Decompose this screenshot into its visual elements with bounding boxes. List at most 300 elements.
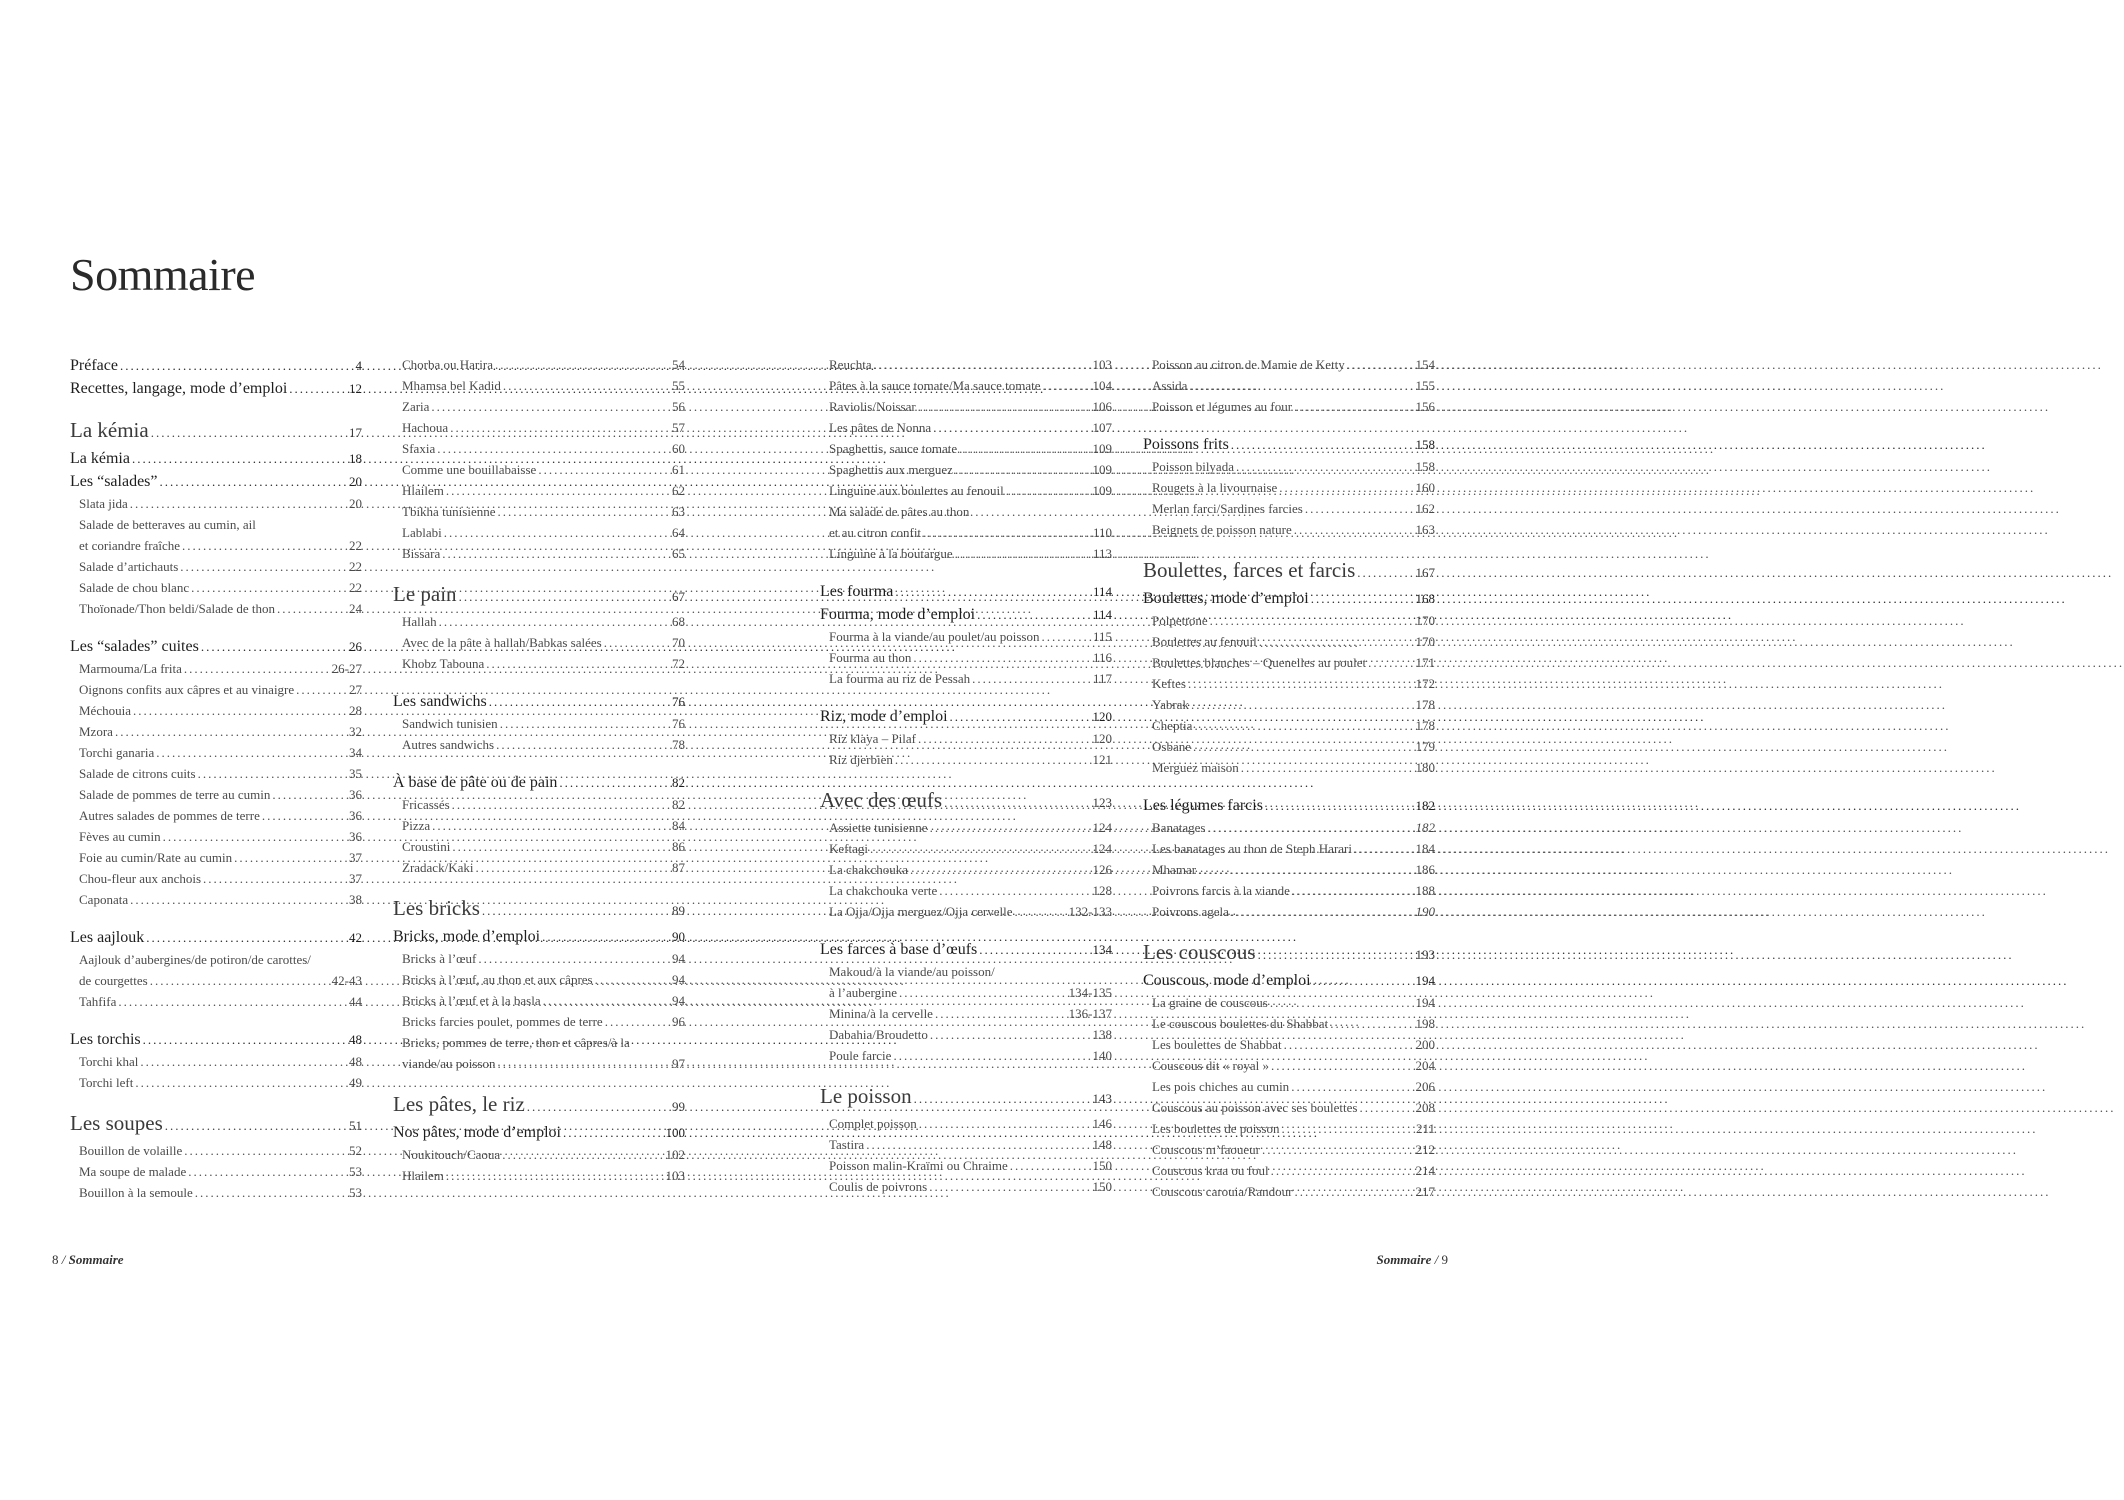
dot-leader [130,493,347,514]
toc-recipe-entry[interactable] [393,632,685,653]
toc-entry-title: Couscous dit « royal » [1152,1058,1269,1073]
dot-leader [1294,519,1414,540]
dot-leader [979,938,1090,961]
toc-entry-title: Salade de citrons cuits [79,766,196,781]
toc-chapter-entry[interactable] [70,926,362,949]
toc-entry-title: Torchi ganaria [79,745,155,760]
toc-entry-title: Poisson au citron de Mamie de Ketty [1152,357,1345,372]
dot-leader [450,417,670,438]
toc-page-number: 179 [1415,739,1435,754]
dot-leader [478,948,670,969]
toc-chapter-entry[interactable] [70,447,362,470]
toc-page-number: 57 [672,420,685,435]
toc-recipe-entry[interactable] [820,417,1112,438]
toc-entry-title: Raviolis/Noissar [829,399,916,414]
dot-leader [446,480,670,501]
toc-page-number: 212 [1415,1142,1435,1157]
toc-recipe-entry[interactable] [820,480,1112,501]
dot-leader [184,1140,347,1161]
toc-recipe-entry[interactable] [70,700,362,721]
toc-page-number: 64 [672,525,685,540]
toc-page-number: 109 [1092,441,1112,456]
dot-leader [143,1028,347,1051]
toc-chapter-entry[interactable] [70,635,362,658]
toc-chapter-entry[interactable] [820,938,1112,961]
toc-entry-title: Sandwich tunisien [402,716,498,731]
toc-recipe-entry[interactable] [1143,396,1435,417]
toc-page-number: 78 [672,737,685,752]
toc-recipe-entry[interactable] [820,438,1112,459]
toc-entry-title: Couscous kraa ou foul [1152,1163,1269,1178]
toc-entry-title: Poissons frits [1143,436,1229,453]
toc-page-number: 120 [1092,731,1112,746]
dot-leader [489,690,670,713]
toc-section-heading[interactable] [393,1090,685,1121]
toc-chapter-entry[interactable] [1143,969,1435,992]
toc-entry-title: Le couscous boulettes du Shabbat [1152,1016,1329,1031]
toc-recipe-entry[interactable] [70,1182,362,1203]
toc-chapter-entry[interactable] [820,603,1112,626]
toc-section-heading[interactable] [393,580,685,611]
toc-entry-title: à l’aubergine [829,985,897,1000]
dot-leader [182,535,347,556]
toc-section-heading[interactable] [820,786,1112,817]
toc-entry-title: Salade de betteraves au cumin, ail [79,517,256,532]
toc-recipe-entry[interactable] [820,1003,1112,1024]
toc-chapter-entry[interactable] [1143,587,1435,610]
toc-recipe-entry[interactable] [820,901,1112,922]
toc-recipe-entry[interactable] [393,1144,685,1165]
toc-entry-title: et au citron confit [829,525,922,540]
toc-recipe-entry[interactable] [1143,838,1435,859]
toc-recipe-entry[interactable] [1143,631,1435,652]
toc-page-number: 163 [1415,522,1435,537]
toc-entry-title: Pizza [402,818,431,833]
toc-recipe-entry[interactable] [1143,1139,1435,1160]
toc-recipe-entry[interactable] [1143,1055,1435,1076]
toc-spacer [820,564,1112,580]
toc-entry-title: Spaghettis aux merguez [829,462,953,477]
toc-page-number: 48 [349,1032,362,1047]
toc-recipe-entry[interactable] [393,543,685,564]
toc-recipe-entry[interactable] [820,396,1112,417]
dot-leader [180,556,347,577]
toc-page-number: 132-133 [1068,904,1112,919]
footer-separator-right: / [1434,1252,1439,1267]
toc-page-number: 116 [1092,650,1112,665]
toc-page-number: 193 [1415,947,1435,962]
dot-leader [1231,433,1414,456]
toc-recipe-entry[interactable] [1143,652,1435,673]
dot-leader [277,598,347,619]
toc-page-number: 82 [672,797,685,812]
toc-recipe-entry[interactable] [1143,715,1435,736]
dot-leader [1368,652,1413,673]
toc-entry-title: Polpettone [1152,613,1208,628]
dot-leader [1210,610,1414,631]
toc-entry-title: Salade de pommes de terre au cumin [79,787,271,802]
toc-recipe-entry[interactable] [393,1165,685,1186]
toc-recipe-entry[interactable] [70,991,362,1012]
toc-recipe-entry[interactable] [1143,1076,1435,1097]
toc-page-number: 168 [1415,591,1435,606]
dot-leader [431,396,670,417]
toc-entry-title: La kémia [70,450,130,467]
dot-leader [296,679,347,700]
dot-leader [160,470,347,493]
dot-leader [1010,1155,1091,1176]
toc-entry-title: Dabahia/Broudetto [829,1027,928,1042]
toc-recipe-entry[interactable] [820,1155,1112,1176]
toc-chapter-entry[interactable] [70,377,362,400]
toc-recipe-entry[interactable] [1143,992,1435,1013]
toc-entry-title: Autres salades de pommes de terre [79,808,260,823]
toc-recipe-entry[interactable] [1143,859,1435,880]
toc-recipe-entry[interactable] [393,857,685,878]
toc-entry-title: Les aajlouk [70,929,145,946]
toc-recipe-entry[interactable] [70,889,362,910]
dot-leader [442,543,670,564]
toc-recipe-entry[interactable] [820,543,1112,564]
toc-recipe-entry[interactable] [820,859,1112,880]
toc-recipe-entry[interactable] [1143,736,1435,757]
toc-spacer [70,619,362,635]
toc-entry-title: Couscous, mode d’emploi [1143,972,1311,989]
toc-entry-title: Linguine aux boulettes au fenouil [829,483,1004,498]
toc-page-number: 128 [1092,883,1112,898]
toc-recipe-entry[interactable] [1143,375,1435,396]
toc-recipe-entry[interactable] [1143,817,1435,838]
dot-leader [498,1053,670,1074]
page-number-left: 8 [52,1252,59,1267]
toc-entry-title: Les “salades” cuites [70,638,199,655]
toc-page-number: 194 [1415,995,1435,1010]
toc-page-number: 97 [672,1056,685,1071]
toc-recipe-entry[interactable] [1143,354,1435,375]
toc-recipe-entry[interactable] [70,514,362,535]
dot-leader [1281,1118,1414,1139]
toc-spacer [1143,778,1435,794]
toc-page-number: 184 [1415,841,1435,856]
toc-chapter-entry[interactable] [393,690,685,713]
toc-recipe-entry[interactable] [70,805,362,826]
toc-recipe-entry[interactable] [393,522,685,543]
toc-recipe-entry[interactable] [1143,1013,1435,1034]
page-title: Sommaire [70,249,256,300]
toc-recipe-entry[interactable] [70,1140,362,1161]
toc-page-number: 110 [1092,525,1112,540]
toc-recipe-entry[interactable] [70,970,362,991]
toc-section-heading[interactable] [1143,556,1435,587]
toc-recipe-entry[interactable] [1143,1160,1435,1181]
toc-page-number: 106 [1092,399,1112,414]
toc-chapter-entry[interactable] [393,925,685,948]
toc-page-number: 114 [1092,607,1112,622]
toc-recipe-entry[interactable] [393,1011,685,1032]
toc-entry-title: Spaghettis, sauce tomate [829,441,958,456]
dot-leader [933,417,1090,438]
dot-leader [1043,375,1091,396]
dot-leader [503,375,670,396]
toc-entry-title: Fourma, mode d’emploi [820,606,976,623]
toc-chapter-entry[interactable] [820,705,1112,728]
toc-page-number: 32 [349,724,362,739]
dot-leader [1357,559,1413,587]
toc-page-number: 167 [1415,565,1435,580]
toc-recipe-entry[interactable] [393,990,685,1011]
toc-recipe-entry[interactable] [393,354,685,375]
toc-entry-title: Les soupes [70,1111,163,1135]
toc-recipe-entry[interactable] [820,1113,1112,1134]
toc-entry-title: Reuchta [829,357,872,372]
toc-recipe-entry[interactable] [393,438,685,459]
toc-recipe-entry[interactable] [70,826,362,847]
footer-label-left: Sommaire [68,1252,124,1267]
toc-recipe-entry[interactable] [1143,477,1435,498]
toc-recipe-entry[interactable] [1143,694,1435,715]
toc-recipe-entry[interactable] [820,880,1112,901]
toc-recipe-entry[interactable] [70,598,362,619]
toc-recipe-entry[interactable] [70,658,362,679]
toc-section-heading[interactable] [1143,938,1435,969]
toc-recipe-entry[interactable] [1143,1097,1435,1118]
toc-column-4 [1143,354,1435,1202]
toc-chapter-entry[interactable] [70,470,362,493]
toc-recipe-entry[interactable] [820,1176,1112,1197]
toc-page-number: 120 [1092,709,1112,724]
dot-leader [130,889,347,910]
dot-leader [1313,969,1414,992]
dot-leader [262,805,347,826]
toc-recipe-entry[interactable] [1143,1034,1435,1055]
toc-recipe-entry[interactable] [70,721,362,742]
toc-recipe-entry[interactable] [393,480,685,501]
dot-leader [500,713,670,734]
toc-entry-title: Hlailem [402,1168,444,1183]
toc-recipe-entry[interactable] [1143,673,1435,694]
toc-recipe-entry[interactable] [70,535,362,556]
toc-entry-title: viande/au poisson [402,1056,496,1071]
toc-page-number: 12 [349,381,362,396]
toc-recipe-entry[interactable] [393,653,685,674]
toc-entry-title: Hlailem [402,483,444,498]
toc-recipe-entry[interactable] [1143,456,1435,477]
toc-spacer [70,400,362,416]
toc-recipe-entry[interactable] [820,522,1112,543]
dot-leader [1294,396,1413,417]
toc-page-number: 38 [349,892,362,907]
toc-entry-title: Linguine à la boutargue [829,546,953,561]
dot-leader [289,377,347,400]
toc-recipe-entry[interactable] [820,501,1112,522]
toc-section-heading[interactable] [70,1109,362,1140]
toc-recipe-entry[interactable] [393,794,685,815]
toc-page-number: 42 [349,930,362,945]
toc-entry-title: Avec de la pâte à hallah/Babkas salées [402,635,602,650]
toc-page-number: 103 [665,1168,685,1183]
toc-entry-title: Merlan farci/Sardines farcies [1152,501,1303,516]
dot-leader [1271,1160,1414,1181]
toc-recipe-entry[interactable] [393,815,685,836]
dot-leader [950,705,1091,728]
toc-recipe-entry[interactable] [70,949,362,970]
toc-spacer [1143,417,1435,433]
dot-leader [118,991,347,1012]
toc-recipe-entry[interactable] [70,868,362,889]
toc-recipe-entry[interactable] [70,1051,362,1072]
toc-recipe-entry[interactable] [820,375,1112,396]
toc-entry-title: Mhamar [1152,862,1197,877]
toc-recipe-entry[interactable] [820,817,1112,838]
toc-chapter-entry[interactable] [820,580,1112,603]
toc-entry-title: Les farces à base d’œufs [820,941,978,958]
dot-leader [1305,498,1414,519]
toc-recipe-entry[interactable] [393,611,685,632]
toc-page-number: 123 [1092,795,1112,810]
footer-separator-left: / [61,1252,66,1267]
toc-page-number: 76 [672,716,685,731]
toc-recipe-entry[interactable] [820,982,1112,1003]
toc-recipe-entry[interactable] [820,1134,1112,1155]
toc-recipe-entry[interactable] [70,784,362,805]
toc-recipe-entry[interactable] [70,493,362,514]
toc-recipe-entry[interactable] [393,969,685,990]
dot-leader [910,859,1090,880]
toc-entry-title: Mhamsa bel Kadid [402,378,501,393]
toc-entry-title: Comme une bouillabaisse [402,462,537,477]
toc-recipe-entry[interactable] [70,847,362,868]
toc-recipe-entry[interactable] [1143,880,1435,901]
toc-recipe-entry[interactable] [820,749,1112,770]
toc-recipe-entry[interactable] [1143,610,1435,631]
dot-leader [605,1011,670,1032]
toc-recipe-entry[interactable] [1143,757,1435,778]
toc-recipe-entry[interactable] [820,728,1112,749]
toc-recipe-entry[interactable] [393,396,685,417]
dot-leader [977,603,1091,626]
toc-recipe-entry[interactable] [1143,1181,1435,1202]
dot-leader [899,982,1067,1003]
toc-page-number: 124 [1092,841,1112,856]
toc-entry-title: Préface [70,357,118,374]
toc-recipe-entry[interactable] [393,1053,685,1074]
toc-recipe-entry[interactable] [393,459,685,480]
toc-page-number: 48 [349,1054,362,1069]
toc-recipe-entry[interactable] [1143,519,1435,540]
toc-recipe-entry[interactable] [820,668,1112,689]
toc-entry-title: Bissara [402,546,441,561]
toc-section-heading[interactable] [70,416,362,447]
dot-leader [165,1112,347,1140]
dot-leader [151,419,347,447]
dot-leader [272,784,347,805]
toc-page-number: 24 [349,601,362,616]
toc-page-number: 186 [1415,862,1435,877]
toc-section-heading[interactable] [820,1082,1112,1113]
toc-recipe-entry[interactable] [393,375,685,396]
toc-recipe-entry[interactable] [393,713,685,734]
dot-leader [1291,1076,1413,1097]
toc-section-heading[interactable] [393,894,685,925]
dot-leader [156,742,347,763]
toc-recipe-entry[interactable] [70,1072,362,1093]
toc-recipe-entry[interactable] [820,354,1112,375]
toc-spacer [70,910,362,926]
dot-leader [895,749,1091,770]
toc-recipe-entry[interactable] [1143,498,1435,519]
toc-page-number: 26 [349,639,362,654]
toc-entry-title: de courgettes [79,973,148,988]
toc-recipe-entry[interactable] [393,836,685,857]
toc-recipe-entry[interactable] [393,501,685,522]
dot-leader [538,459,670,480]
toc-chapter-entry[interactable] [393,1121,685,1144]
toc-recipe-entry[interactable] [1143,901,1435,922]
dot-leader [120,354,354,377]
toc-recipe-entry[interactable] [393,734,685,755]
dot-leader [452,836,670,857]
toc-recipe-entry[interactable] [820,1024,1112,1045]
toc-recipe-entry[interactable] [70,679,362,700]
toc-chapter-entry[interactable] [1143,433,1435,456]
toc-recipe-entry[interactable] [820,647,1112,668]
dot-leader [195,1182,347,1203]
toc-recipe-entry[interactable] [70,556,362,577]
toc-entry-title: Riz klaya – Pilaf [829,731,917,746]
dot-leader [1359,1097,1413,1118]
toc-page-number: 89 [672,903,685,918]
toc-entry-title: Boulettes, mode d’emploi [1143,590,1309,607]
toc-recipe-entry[interactable] [1143,1118,1435,1139]
toc-page-number: 109 [1092,483,1112,498]
toc-recipe-entry[interactable] [820,961,1112,982]
toc-spacer [393,674,685,690]
toc-recipe-entry[interactable] [393,948,685,969]
toc-page-number: 102 [665,1147,685,1162]
toc-page-number: 20 [349,474,362,489]
toc-entry-title: Bricks à l’œuf et à la basla [402,993,541,1008]
dot-leader [1284,1034,1414,1055]
toc-chapter-entry[interactable] [70,1028,362,1051]
toc-page-number: 150 [1092,1179,1112,1194]
toc-recipe-entry[interactable] [393,1032,685,1053]
toc-recipe-entry[interactable] [70,763,362,784]
toc-recipe-entry[interactable] [70,742,362,763]
toc-recipe-entry[interactable] [820,838,1112,859]
dot-leader [234,847,347,868]
toc-recipe-entry[interactable] [820,626,1112,647]
toc-chapter-entry[interactable] [70,354,362,377]
toc-recipe-entry[interactable] [820,459,1112,480]
toc-recipe-entry[interactable] [393,417,685,438]
dot-leader [140,1051,347,1072]
toc-recipe-entry[interactable] [70,577,362,598]
dot-leader [150,970,330,991]
toc-spacer [820,922,1112,938]
toc-page-number: 86 [672,839,685,854]
toc-recipe-entry[interactable] [820,1045,1112,1066]
toc-chapter-entry[interactable] [1143,794,1435,817]
toc-recipe-entry[interactable] [70,1161,362,1182]
toc-entry-title: Ma soupe de malade [79,1164,187,1179]
toc-chapter-entry[interactable] [393,771,685,794]
toc-entry-title: Les boulettes de Shabbat [1152,1037,1282,1052]
dot-leader [972,668,1091,689]
toc-page-number: 121 [1092,752,1112,767]
toc-page-number: 160 [1415,480,1435,495]
toc-entry-title: Lablabi [402,525,442,540]
toc-page-number: 136-137 [1068,1006,1112,1021]
